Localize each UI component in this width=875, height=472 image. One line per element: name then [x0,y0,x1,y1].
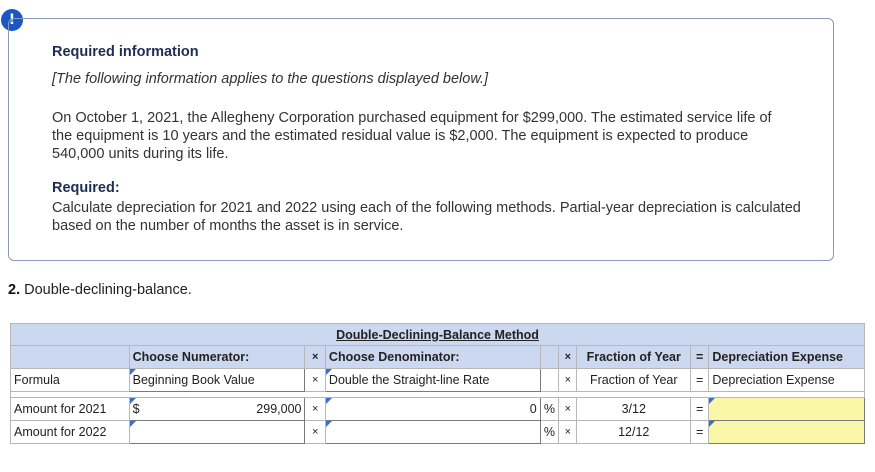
formula-numerator-select[interactable]: Beginning Book Value [129,369,305,392]
numerator-input-2022[interactable] [129,421,305,444]
formula-row [11,369,865,392]
row-label: Amount for 2022 [11,421,130,444]
required-text: Calculate depreciation for 2021 and 2022 using each of the following methods. Partial-year depreciation is calculated based on the number of months the asset is in service. [52,200,801,234]
header-fraction: Fraction of Year [577,346,691,369]
header-numerator: Choose Numerator: [129,346,305,369]
formula-label: Formula [11,369,130,392]
table-title-row [11,324,865,346]
numerator-input-2021[interactable]: 299,000 [143,398,305,421]
table-header-row [11,346,865,369]
fraction-2022: 12/12 [577,421,691,444]
row-label: Amount for 2021 [11,398,130,421]
alert-icon: ! [1,9,23,31]
formula-times-1: × [305,369,325,392]
denominator-input-2022[interactable] [325,421,540,444]
required-label: Required: [52,180,120,196]
header-denominator: Choose Denominator: [325,346,540,369]
equals-2021: = [690,398,708,421]
header-times-2: × [559,346,577,369]
header-expense: Depreciation Expense [709,346,865,369]
ddb-table [10,323,865,444]
times-2-2022: × [559,421,577,444]
percent-2022: % [540,421,558,444]
header-blank [11,346,130,369]
info-title: Required information [52,44,199,60]
formula-equals: = [690,369,708,392]
formula-expense: Depreciation Expense [709,369,865,392]
fraction-2021: 3/12 [577,398,691,421]
part-title: Double-declining-balance. [24,282,192,298]
times-1-2022: × [305,421,325,444]
info-note: [The following information applies to the questions displayed below.] [52,71,489,87]
currency-symbol: $ [129,398,143,421]
table-title: Double-Declining-Balance Method [11,324,865,346]
formula-times-2: × [559,369,577,392]
amount-row-2021 [11,398,865,421]
formula-denominator-select[interactable]: Double the Straight-line Rate [325,369,540,392]
required-information-box [8,18,834,261]
times-1-2021: × [305,398,325,421]
amount-row-2022 [11,421,865,444]
expense-input-2022[interactable] [709,421,865,444]
denominator-input-2021[interactable]: 0 [325,398,540,421]
equals-2022: = [690,421,708,444]
info-paragraph: On October 1, 2021, the Allegheny Corporation purchased equipment for $299,000. The estimated service life of the equipment is 10 years and the estimated residual value is $2,000. The equipment is expected to produce 540,000 units during its life. [52,110,772,162]
header-times-1: × [305,346,325,369]
header-blank-pct [540,346,558,369]
header-equals: = [690,346,708,369]
expense-input-2021[interactable] [709,398,865,421]
times-2-2021: × [559,398,577,421]
percent-2021: % [540,398,558,421]
formula-fraction: Fraction of Year [577,369,691,392]
formula-blank-pct [540,369,558,392]
part-number: 2. [8,282,21,298]
part-heading [8,282,192,298]
